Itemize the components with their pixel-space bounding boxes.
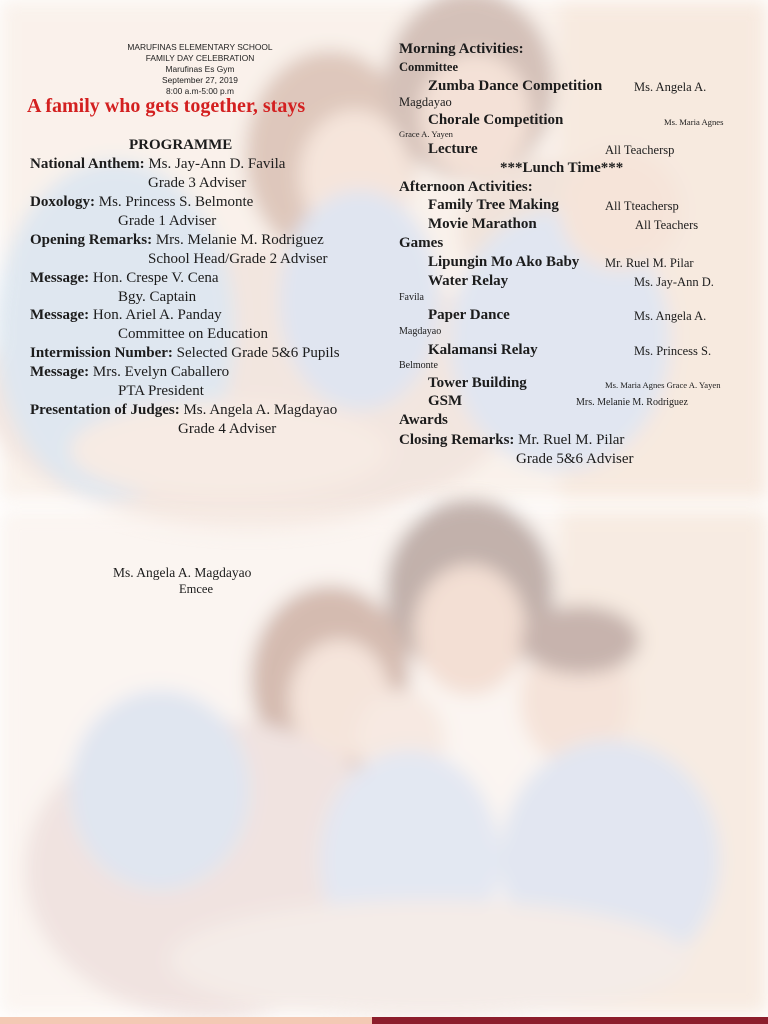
activity-name: Family Tree Making (428, 197, 559, 213)
game-person: Ms. Angela A. (634, 309, 707, 323)
programme-label: Opening Remarks: (30, 232, 153, 248)
programme-label: National Anthem: (30, 156, 145, 172)
closing-role: Grade 5&6 Adviser (516, 451, 634, 467)
game-person: Mr. Ruel M. Pilar (605, 256, 694, 270)
game-name: Kalamansi Relay (428, 342, 538, 358)
programme-role: Committee on Education (118, 326, 268, 342)
game-person-cont: Favila (399, 292, 424, 303)
programme-person: Hon. Crespe V. Cena (92, 270, 219, 286)
game-person: Mrs. Melanie M. Rodriguez (576, 397, 688, 408)
school-name: MARUFINAS ELEMENTARY SCHOOL (127, 42, 273, 52)
activity-name: Zumba Dance Competition (428, 78, 603, 94)
game-person: Ms. Maria Agnes Grace A. Yayen (605, 380, 721, 390)
game-name: Tower Building (428, 375, 527, 391)
programme-person: Mrs. Melanie M. Rodriguez (155, 232, 324, 248)
programme-item (30, 232, 324, 249)
activity-name: Lecture (428, 141, 478, 157)
game-name: GSM (428, 393, 463, 409)
programme-item (30, 194, 253, 211)
footer-bar-left (0, 1017, 372, 1024)
activity-person: All Tteachersp (605, 199, 679, 213)
afternoon-heading: Afternoon Activities: (399, 179, 533, 195)
family-motto: A family who gets together, stays (27, 95, 306, 117)
game-person-cont: Belmonte (399, 360, 438, 371)
programme-role: Bgy. Captain (118, 289, 197, 305)
emcee-role: Emcee (179, 582, 214, 596)
programme-label: Message: (30, 270, 90, 286)
game-name: Paper Dance (428, 307, 510, 323)
game-person-cont: Magdayao (399, 326, 442, 337)
programme-role: PTA President (118, 383, 204, 399)
programme-person: Ms. Angela A. Magdayao (183, 402, 338, 418)
programme-item (30, 345, 340, 362)
programme-label: Doxology: (30, 194, 95, 210)
lunch-time: ***Lunch Time*** (500, 160, 624, 176)
game-name: Water Relay (428, 273, 509, 289)
activity-person: All Teachersp (605, 143, 675, 157)
activity-person-cont: Grace A. Yayen (399, 129, 453, 139)
programme-person: Mrs. Evelyn Caballero (92, 364, 230, 380)
game-person: Ms. Princess S. (634, 344, 712, 358)
programme-label: Intermission Number: (30, 345, 173, 361)
event-venue: Marufinas Es Gym (165, 64, 235, 74)
event-date: September 27, 2019 (162, 75, 238, 85)
closing-label: Closing Remarks: (399, 432, 515, 448)
awards-heading: Awards (399, 412, 448, 428)
programme-title: PROGRAMME (129, 137, 233, 153)
activity-name: Movie Marathon (428, 216, 537, 232)
programme-person: Selected Grade 5&6 Pupils (176, 345, 340, 361)
games-heading: Games (399, 235, 444, 251)
programme-item (30, 364, 229, 381)
activity-name: Chorale Competition (428, 112, 564, 128)
activity-person: Ms. Maria Agnes (664, 117, 724, 127)
event-time: 8:00 a.m-5:00 p.m (166, 86, 234, 96)
emcee-name: Ms. Angela A. Magdayao (113, 565, 252, 580)
morning-heading: Morning Activities: (399, 41, 524, 57)
programme-label: Message: (30, 364, 90, 380)
closing-person: Mr. Ruel M. Pilar (518, 432, 625, 448)
event-title: FAMILY DAY CELEBRATION (145, 53, 255, 63)
closing-remarks (399, 432, 624, 449)
game-name: Lipungin Mo Ako Baby (428, 254, 580, 270)
programme-role: Grade 1 Adviser (118, 213, 217, 229)
programme-label: Presentation of Judges: (30, 402, 180, 418)
programme-person: Ms. Princess S. Belmonte (98, 194, 254, 210)
programme-role: Grade 4 Adviser (178, 421, 277, 437)
programme-item (30, 307, 222, 324)
activity-person-cont: Magdayao (399, 95, 452, 109)
footer-bar-right (372, 1017, 768, 1024)
activity-person: Ms. Angela A. (634, 80, 707, 94)
programme-role: School Head/Grade 2 Adviser (148, 251, 328, 267)
programme-person: Ms. Jay-Ann D. Favila (148, 156, 286, 172)
programme-label: Message: (30, 307, 90, 323)
programme-role: Grade 3 Adviser (148, 175, 247, 191)
programme-person: Hon. Ariel A. Panday (92, 307, 222, 323)
programme-item (30, 270, 219, 287)
programme-item (30, 402, 337, 419)
game-person: Ms. Jay-Ann D. (634, 275, 714, 289)
programme-item (30, 156, 285, 173)
committee-label: Committee (399, 60, 458, 74)
activity-person: All Teachers (635, 218, 699, 232)
